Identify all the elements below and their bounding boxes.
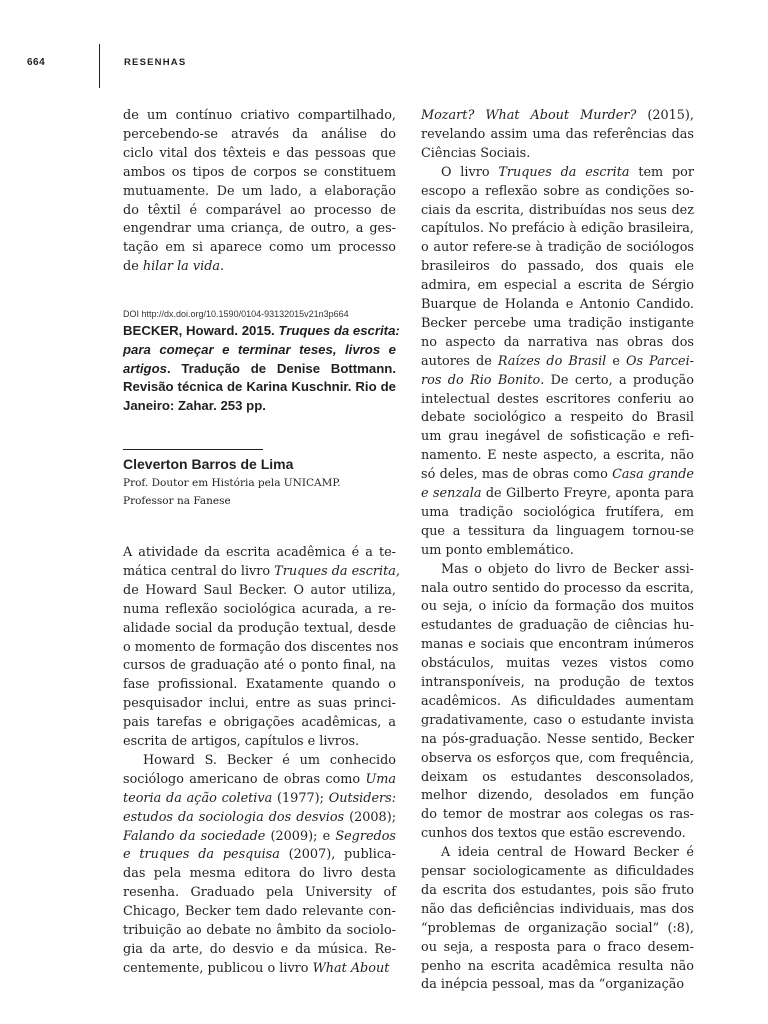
text-line: não das deficiências individuais, mas dos xyxy=(421,901,694,917)
text-line: Janeiro: Zahar. 253 pp. xyxy=(123,398,266,414)
text-line: só deles, mas de obras como Casa grande xyxy=(421,467,694,483)
header-divider xyxy=(99,44,100,88)
text-line: um grau inegável de sofisticação e refi- xyxy=(421,429,694,445)
text-line: nala outro sentido do processo da escrita, xyxy=(421,580,694,596)
text-line: ou seja, o início da formação dos muitos xyxy=(421,599,694,615)
text-line: ambos os tipos de corpos se constituem xyxy=(123,164,396,180)
text-line: estudantes de graduação de ciências hu- xyxy=(421,618,694,634)
text-line: obstáculos, muitas vezes vistos como xyxy=(421,656,694,672)
text-line: namento. E neste aspecto, a escrita, não xyxy=(421,448,694,464)
text-line: deixam os estudantes desconsolados, xyxy=(421,769,694,785)
text-line: da inépcia pessoal, mas da “organização xyxy=(421,977,685,993)
text-line: acadêmicos. As dificuldades aumentam xyxy=(421,693,694,709)
text-line: revelando assim uma das referências das xyxy=(421,126,694,142)
author-affiliation: Prof. Doutor em História pela UNICAMP. xyxy=(123,477,341,489)
text-line: e senzala de Gilberto Freyre, aponta para xyxy=(421,486,694,501)
text-line: ros do Rio Bonito. De certo, a produção xyxy=(421,372,694,388)
text-line: intelectual destes escritores conferiu ao xyxy=(421,391,694,407)
text-line: cursos de graduação até o ponto final, na xyxy=(123,658,396,674)
text-line: brasileiros do passado, dos quais ele xyxy=(421,259,694,275)
text-line: para começar e terminar teses, livros e xyxy=(123,341,396,357)
text-line: observa os esforços que, com frequência, xyxy=(421,750,694,766)
text-line: artigos. Tradução de Denise Bottmann. xyxy=(123,360,396,376)
text-line: da escrita dos estudantes, pois são fruto xyxy=(421,882,694,898)
text-line: escopo a reflexão sobre as condições so- xyxy=(421,183,694,199)
text-line: alidade social da produção textual, desde xyxy=(123,620,396,636)
text-line: centemente, publicou o livro What About xyxy=(123,960,390,976)
text-line: Falando da sociedade (2009); e Segredos xyxy=(123,828,396,844)
text-line: Becker percebe uma tradição instigante xyxy=(421,315,694,331)
text-line: Howard S. Becker é um conhecido xyxy=(143,752,396,768)
text-line: o momento de formação dos discentes nos xyxy=(123,639,399,655)
text-line: teoria da ação coletiva (1977); Outsiders: xyxy=(123,790,397,806)
text-line: ciclo vital dos têxteis e das pessoas que xyxy=(123,145,396,161)
text-line: estudos da sociologia dos desvios (2008); xyxy=(123,809,397,825)
text-line: capítulos. No prefácio à edição brasileira, xyxy=(421,221,694,237)
text-line: escrita de artigos, capítulos e livros. xyxy=(123,734,360,749)
text-line: A ideia central de Howard Becker é xyxy=(441,845,694,861)
text-line: “problemas de organização social” (:8), xyxy=(421,920,694,936)
text-line: mutuamente. De um lado, a elaboração xyxy=(123,183,396,199)
section-title: RESENHAS xyxy=(124,57,187,68)
text-line: Mozart? What About Murder? (2015), xyxy=(421,108,694,123)
page-number: 664 xyxy=(27,57,46,68)
text-line: gradativamente, caso o estudante invista xyxy=(421,712,694,728)
text-line: percebendo-se através da análise do xyxy=(123,126,396,142)
text-line: sociólogo americano de obras como Uma xyxy=(123,771,396,787)
text-line: A atividade da escrita acadêmica é a te- xyxy=(123,545,396,560)
text-line: do temor de mostrar aos colegas os ras- xyxy=(421,807,694,823)
text-line: do têxtil é comparável ao processo de xyxy=(123,202,396,218)
text-line: intransponíveis, na produção de textos xyxy=(421,675,694,690)
text-line: no aspecto da narrativa nas obras dos xyxy=(421,334,694,350)
author-affiliation: Professor na Fanese xyxy=(123,495,231,507)
text-line: Ciências Sociais. xyxy=(421,145,531,161)
text-line: mática central do livro Truques da escrita, xyxy=(123,563,400,579)
text-line: melhor dizendo, desolados em função xyxy=(421,788,694,804)
text-line: das pela mesma editora do livro desta xyxy=(123,866,396,882)
text-line: Chicago, Becker tem dado relevante con- xyxy=(123,904,396,920)
text-line: manas e sociais que encontram inúmeros xyxy=(421,637,694,653)
text-line: Revisão técnica de Karina Kuschnir. Rio de xyxy=(123,379,396,395)
text-line: autores de Raízes do Brasil e Os Parcei- xyxy=(421,353,694,369)
text-line: um ponto emblemático. xyxy=(421,542,574,558)
text-line: Mas o objeto do livro de Becker assi- xyxy=(441,561,694,577)
author-separator xyxy=(123,449,263,450)
text-line: o autor refere-se à tradição de sociólogos xyxy=(421,240,694,256)
text-line: resenha. Graduado pela University of xyxy=(123,885,396,901)
text-line: de hilar la vida. xyxy=(123,259,225,275)
text-line: Buarque de Holanda e Antonio Candido. xyxy=(421,297,694,312)
text-line: ciais da escrita, distribuídas nos seus dez xyxy=(421,202,694,218)
text-line: uma tradição sociológica frutífera, em xyxy=(421,504,694,520)
text-line: pensar sociologicamente as dificuldades xyxy=(421,864,694,879)
text-line: cunhos dos textos que estão escrevendo. xyxy=(421,826,686,842)
text-line: na pós-graduação. Nesse sentido, Becker xyxy=(421,731,694,747)
text-line: pesquisador inclui, entre as suas princi- xyxy=(123,696,396,712)
text-line: pais tarefas e obrigações acadêmicas, a xyxy=(123,715,396,731)
text-line: ou seja, a resposta para o fraco desem- xyxy=(421,939,694,955)
doi-link[interactable]: DOI http://dx.doi.org/10.1590/0104-93132015v21n3p664 xyxy=(123,309,349,319)
text-line: tribuição ao debate no âmbito da sociolo- xyxy=(123,923,396,938)
text-line: O livro Truques da escrita tem por xyxy=(441,164,694,180)
text-line: engendrar uma criança, de outro, a ges- xyxy=(123,221,396,237)
text-line: numa reflexão sociológica acurada, a re- xyxy=(123,601,396,617)
text-line: gia da arte, do desvio e da música. Re- xyxy=(123,941,396,957)
text-line: de Howard Saul Becker. O autor utiliza, xyxy=(123,582,396,598)
author-name: Cleverton Barros de Lima xyxy=(123,456,294,472)
text-line: fase profissional. Exatamente quando o xyxy=(123,677,396,693)
text-line: e truques da pesquisa (2007), publica- xyxy=(123,847,396,863)
text-line: de um contínuo criativo compartilhado, xyxy=(123,108,396,123)
text-line: que a tessitura da linguagem tornou-se xyxy=(421,523,694,539)
text-line: tação em si aparece como um processo xyxy=(123,240,396,256)
text-line: penho na escrita acadêmica resulta não xyxy=(421,958,694,974)
text-line: BECKER, Howard. 2015. Truques da escrita: xyxy=(123,323,400,338)
text-line: debate sociológico a respeito do Brasil xyxy=(421,410,694,426)
text-line: admira, em especial a escrita de Sérgio xyxy=(421,278,694,294)
